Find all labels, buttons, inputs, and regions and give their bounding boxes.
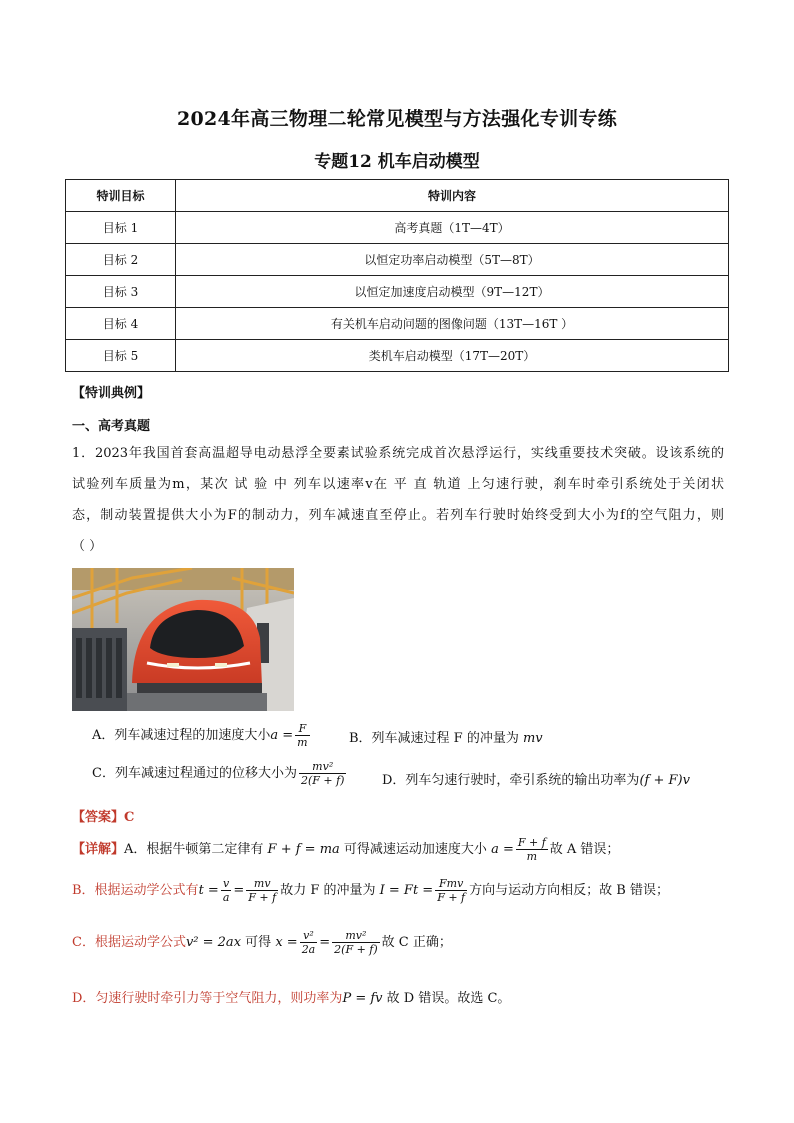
fraction-numerator: F	[295, 722, 309, 736]
explanation-text: C．根据运动学公式	[72, 935, 186, 950]
section-label: 【特训典例】	[72, 386, 151, 401]
option-a[interactable]	[92, 722, 312, 749]
fraction-numerator: v²	[300, 929, 318, 943]
fraction-numerator: v	[221, 877, 232, 891]
table-row	[66, 308, 729, 340]
explanation-math: x =	[275, 935, 298, 950]
explanation-math: F + f = ma	[267, 842, 340, 857]
table-cell: 目标 1	[66, 212, 176, 244]
explanation-d	[72, 987, 510, 1006]
explanation-text: 故 A 错误；	[549, 842, 620, 857]
question-line: 试验列车质量为m，某次 试 验 中 列车以速率v在 平 直 轨道 上匀速行驶，刹车时牵引系统处于关闭状	[72, 477, 724, 492]
answer-label: 【答案】	[72, 810, 125, 825]
explanation-math: =	[319, 935, 331, 950]
table-cell: 目标 5	[66, 340, 176, 372]
fraction-denominator: F + f	[248, 891, 277, 904]
option-a-math: a =	[270, 728, 294, 743]
table-header-cell: 特训内容	[176, 180, 729, 212]
fraction-denominator: 2a	[301, 943, 316, 956]
explanation-math: P = fv	[342, 991, 383, 1006]
document-subtitle: 专题12 机车启动模型	[314, 152, 480, 172]
fraction-denominator: a	[222, 891, 230, 904]
option-c-fraction	[299, 760, 347, 787]
explanation-math: v² = 2ax	[185, 935, 242, 950]
fraction-numerator: mv²	[299, 760, 347, 774]
option-b-text: B．列车减速过程 F 的冲量为	[349, 731, 519, 746]
explanation-text: D．匀速行驶时牵引力等于空气阻力，则功率为	[72, 991, 343, 1006]
fraction-denominator: m	[526, 850, 538, 863]
document-title: 2024年高三物理二轮常见模型与方法强化专训专练	[176, 108, 618, 130]
table-row	[66, 212, 729, 244]
option-d-text: D．列车匀速行驶时，牵引系统的输出功率为	[382, 773, 640, 788]
explanation-fraction	[221, 877, 232, 904]
explanation-text: 故力 F 的冲量为	[280, 883, 376, 898]
option-d[interactable]	[382, 769, 690, 788]
question-line: 态，制动装置提供大小为F的制动力，列车减速直至停止。若列车行驶时始终受到大小为f的空气阻力，则	[72, 508, 724, 523]
explanation-text: 方向与运动方向相反；故 B 错误；	[469, 883, 669, 898]
explanation-math: I = Ft =	[379, 883, 434, 898]
explanation-fraction	[435, 877, 467, 904]
fraction-denominator: 2(F + f)	[334, 943, 378, 956]
explanation-math: =	[233, 883, 245, 898]
option-b[interactable]	[349, 727, 543, 746]
question-line: （ ）	[72, 539, 103, 554]
explanation-math: t =	[198, 883, 219, 898]
explanation-label: 【详解】	[72, 842, 125, 857]
explanation-fraction	[516, 836, 548, 863]
option-a-text: A．列车减速过程的加速度大小	[92, 728, 271, 743]
table-cell: 高考真题（1T—4T）	[176, 212, 729, 244]
explanation-text: 可得	[245, 935, 272, 950]
explanation-text: A．根据牛顿第二定律有	[124, 842, 264, 857]
fraction-numerator: Fmv	[435, 877, 467, 891]
part-label: 一、高考真题	[72, 419, 151, 434]
explanation-b	[72, 877, 669, 904]
explanation-text: 故 D 错误。故选 C。	[386, 991, 511, 1006]
maglev-train-image	[72, 568, 294, 711]
answer-line	[72, 806, 134, 825]
table-row	[66, 244, 729, 276]
option-a-fraction	[295, 722, 309, 749]
explanation-text: 故 C 正确；	[381, 935, 452, 950]
table-row	[66, 276, 729, 308]
table-cell: 有关机车启动问题的图像问题（13T—16T ）	[176, 308, 729, 340]
fraction-numerator: mv	[246, 877, 278, 891]
table-header-cell: 特训目标	[66, 180, 176, 212]
table-cell: 目标 2	[66, 244, 176, 276]
table-row	[66, 340, 729, 372]
question-text	[72, 438, 724, 562]
explanation-text: B．根据运动学公式有	[72, 883, 199, 898]
option-c-text: C．列车减速过程通过的位移大小为	[92, 766, 297, 781]
table-header-row	[66, 180, 729, 212]
table-cell: 以恒定加速度启动模型（9T—12T）	[176, 276, 729, 308]
answer-value: C	[124, 810, 135, 825]
option-d-math: (f + F)v	[639, 773, 690, 788]
maglev-train-photo	[72, 568, 294, 711]
question-line: 1．2023年我国首套高温超导电动悬浮全要素试验系统完成首次悬浮运行，实线重要技术突破。设该系统的	[72, 446, 724, 461]
option-b-math: mv	[522, 731, 543, 746]
goals-table	[65, 179, 729, 372]
table-cell: 类机车启动模型（17T—20T）	[176, 340, 729, 372]
explanation-fraction	[246, 877, 278, 904]
table-cell: 目标 3	[66, 276, 176, 308]
explanation-a	[72, 836, 619, 863]
fraction-numerator: mv²	[332, 929, 380, 943]
fraction-denominator: m	[297, 736, 308, 749]
option-c[interactable]	[92, 760, 348, 787]
fraction-denominator: 2(F + f)	[300, 774, 345, 787]
fraction-denominator: F + f	[437, 891, 466, 904]
explanation-c	[72, 929, 452, 956]
fraction-numerator: F + f	[517, 836, 546, 849]
table-cell: 目标 4	[66, 308, 176, 340]
explanation-fraction	[332, 929, 380, 956]
explanation-math: a =	[491, 842, 514, 857]
explanation-text: 可得减速运动加速度大小	[343, 842, 487, 857]
table-cell: 以恒定功率启动模型（5T—8T）	[176, 244, 729, 276]
explanation-fraction	[300, 929, 318, 956]
